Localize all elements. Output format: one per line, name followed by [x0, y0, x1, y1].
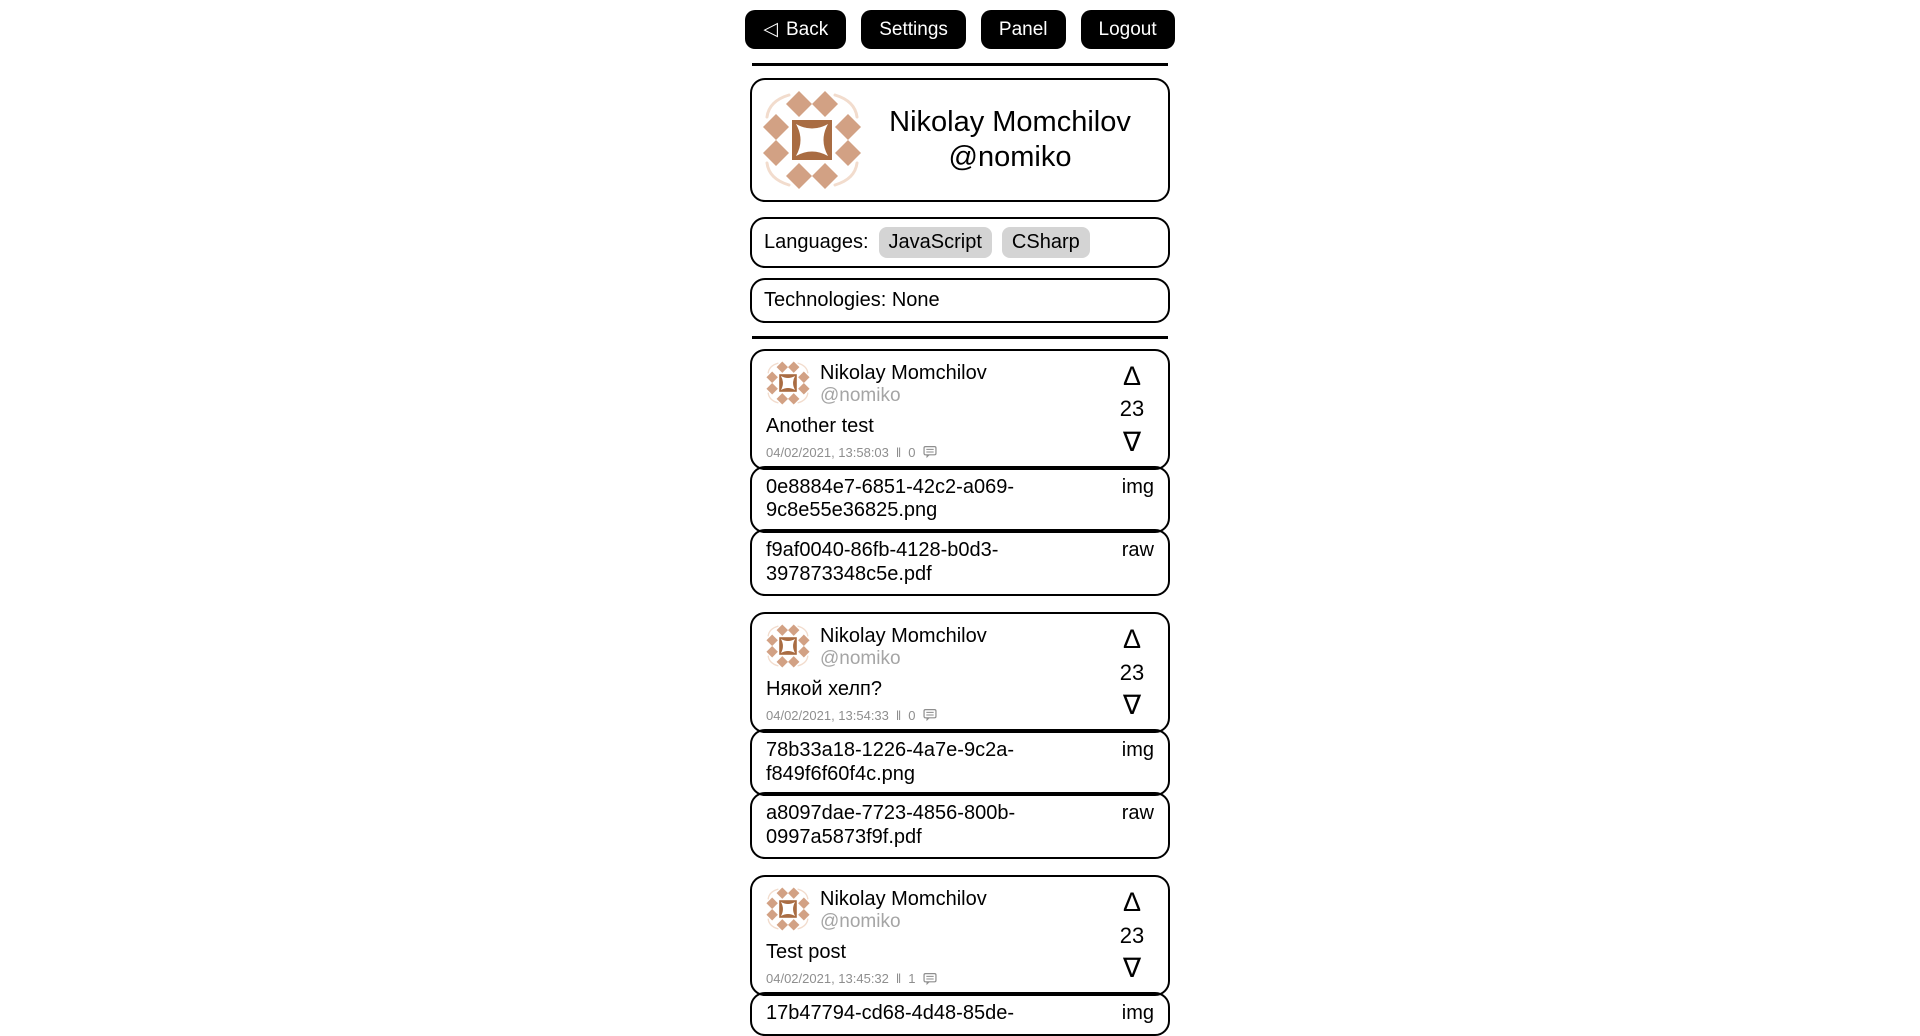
posts-list [750, 349, 1170, 1036]
attachment-row[interactable] [750, 992, 1170, 1036]
post-header [766, 887, 1108, 934]
upvote-button[interactable]: Δ [1122, 624, 1142, 655]
logout-button[interactable]: Logout [1081, 10, 1175, 49]
attachment-filename[interactable]: 78b33a18-1226-4a7e-9c2a-f849f6f60f4c.png [766, 738, 1014, 785]
profile-handle: @nomiko [948, 141, 1072, 173]
attachment-row[interactable] [750, 792, 1170, 859]
post-timestamp: 04/02/2021, 13:45:32 [766, 971, 889, 987]
language-tag-csharp: CSharp [1002, 227, 1090, 258]
post-body [766, 624, 1108, 723]
attachment-row[interactable] [750, 729, 1170, 796]
post-author-block [820, 887, 987, 934]
post-title[interactable]: Another test [766, 414, 874, 437]
divider [752, 63, 1168, 66]
post-timestamp: 04/02/2021, 13:58:03 [766, 444, 889, 460]
meta-separator: ‖ [895, 971, 902, 987]
post-meta [766, 445, 1108, 460]
technologies-card [750, 278, 1170, 323]
technologies-label: Technologies: None [764, 289, 940, 311]
post-timestamp: 04/02/2021, 13:54:33 [766, 707, 889, 723]
post-avatar [766, 624, 810, 668]
comment-count: 0 [908, 707, 916, 723]
profile-names [862, 105, 1158, 175]
post-score: 23 [1119, 659, 1145, 685]
attachment-row[interactable] [750, 466, 1170, 533]
post-author[interactable]: Nikolay Momchilov [820, 625, 987, 648]
post-body [766, 887, 1108, 986]
attachment-type-badge: img [1121, 738, 1154, 761]
profile-name: Nikolay Momchilov [889, 106, 1131, 139]
attachment-filename[interactable]: f9af0040-86fb-4128-b0d3-397873348c5e.pdf [766, 538, 999, 585]
panel-button[interactable]: Panel [981, 10, 1066, 49]
post-avatar [766, 887, 810, 931]
post-meta [766, 971, 1108, 986]
back-button[interactable] [745, 10, 846, 49]
vote-column [1108, 361, 1156, 460]
meta-separator: ‖ [895, 444, 902, 460]
language-tag-javascript: JavaScript [879, 227, 992, 258]
post-score: 23 [1119, 922, 1145, 948]
main-column [750, 63, 1170, 1036]
post-group [750, 349, 1170, 596]
meta-separator: ‖ [895, 707, 902, 723]
post-meta [766, 708, 1108, 723]
upvote-button[interactable]: Δ [1122, 361, 1142, 391]
attachment-type-badge: img [1121, 1002, 1154, 1025]
downvote-button[interactable]: ∇ [1122, 953, 1142, 984]
post-group [750, 875, 1170, 1035]
profile-avatar [762, 90, 862, 190]
back-button-label: Back [785, 19, 829, 40]
settings-button[interactable]: Settings [861, 10, 966, 49]
languages-card [750, 217, 1170, 268]
vote-column [1108, 624, 1156, 723]
downvote-button[interactable]: ∇ [1122, 426, 1142, 457]
post-card[interactable] [750, 612, 1170, 733]
attachment-filename[interactable]: a8097dae-7723-4856-800b-0997a5873f9f.pdf [766, 802, 1016, 848]
post-card[interactable] [750, 875, 1170, 996]
profile-card [750, 78, 1170, 202]
post-author-handle[interactable]: @nomiko [820, 911, 901, 933]
post-title[interactable]: Test post [766, 941, 847, 964]
post-header [766, 624, 1108, 671]
post-score: 23 [1119, 396, 1145, 422]
downvote-button[interactable]: ∇ [1122, 689, 1142, 720]
divider [752, 336, 1168, 339]
post-header [766, 361, 1108, 408]
attachment-type-badge: img [1121, 475, 1154, 498]
upvote-button[interactable]: Δ [1122, 887, 1142, 918]
comment-bubble-icon [923, 708, 937, 722]
comment-bubble-icon [923, 445, 937, 459]
post-author[interactable]: Nikolay Momchilov [820, 362, 987, 384]
attachment-type-badge: raw [1121, 538, 1154, 561]
attachment-filename[interactable]: 17b47794-cd68-4d48-85de- [766, 1002, 1014, 1025]
comment-bubble-icon [923, 972, 937, 986]
post-avatar [766, 361, 810, 405]
post-card[interactable] [750, 349, 1170, 470]
back-arrow-icon: ◁ [763, 19, 778, 40]
post-group [750, 612, 1170, 859]
comment-count: 0 [908, 444, 916, 460]
top-nav [0, 0, 1920, 49]
attachment-row[interactable] [750, 529, 1170, 596]
post-author-block [820, 624, 987, 671]
post-author-block [820, 361, 987, 408]
post-title[interactable]: Някой хелп? [766, 677, 882, 700]
post-body [766, 361, 1108, 460]
attachment-filename[interactable]: 0e8884e7-6851-42c2-a069-9c8e55e36825.png [766, 475, 1014, 522]
vote-column [1108, 887, 1156, 986]
comment-count: 1 [908, 971, 916, 987]
post-author[interactable]: Nikolay Momchilov [820, 888, 987, 911]
post-author-handle[interactable]: @nomiko [820, 648, 901, 670]
attachment-type-badge: raw [1121, 802, 1154, 825]
post-author-handle[interactable]: @nomiko [820, 385, 901, 406]
languages-label: Languages: [764, 231, 869, 253]
